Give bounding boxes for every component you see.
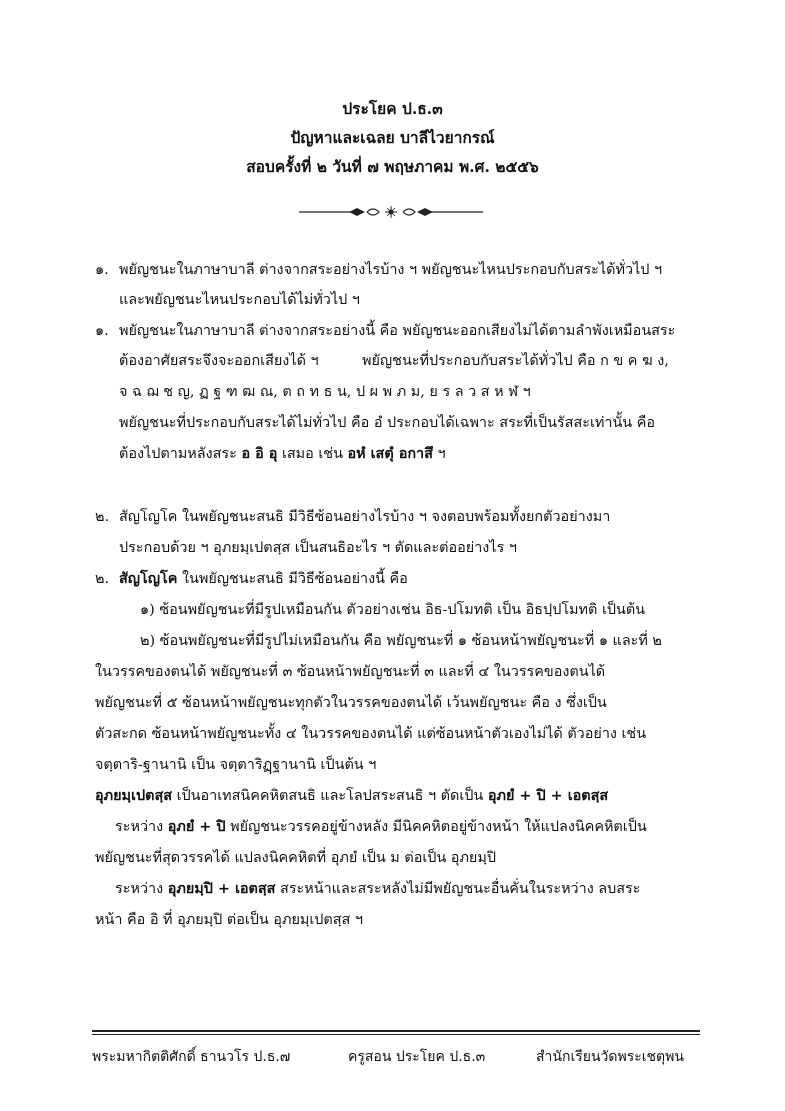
footer-rule-thin — [92, 1034, 700, 1035]
answer-2-term: สัญโญโค — [119, 570, 178, 587]
answer-1-line-5-end: ฯ — [437, 446, 446, 462]
answer-2-compound: อุภยมฺเปตสฺส — [95, 787, 173, 804]
answer-2-number: ๒. — [95, 571, 110, 587]
page-title-subject: ปัญหาและเฉลย บาลีไวยากรณ์ — [290, 128, 495, 147]
answer-2-line-7: จตฺตาริ-ฐานานิ เป็น จตฺตาริฏฺฐานานิ เป็นต้น ฯ — [95, 757, 377, 773]
footer-author: พระมหากิตติศักดิ์ ธานวโร ป.ธ.๗ — [92, 1049, 291, 1065]
answer-2-line-6: ตัวสะกด ซ้อนหน้าพยัญชนะทั้ง ๔ ในวรรคของตนได้ แต่ซ้อนหน้าตัวเองไม่ได้ ตัวอย่าง เช่น — [95, 726, 647, 742]
answer-2-line-9-pair: อุภยํ + ปิ — [167, 818, 226, 835]
answer-2-line-11 — [115, 877, 641, 900]
answer-2-split: อุภยํ + ปิ + เอตสฺส — [487, 787, 609, 804]
answer-1-line-4: พยัญชนะที่ประกอบกับสระได้ไม่ทั่วไป คือ อํ ประกอบได้เฉพาะ สระที่เป็นรัสสะเท่านั้น คือ — [119, 415, 655, 431]
answer-1-line-5-text: ต้องไปตามหลังสระ — [119, 446, 237, 462]
answer-2-line-5: พยัญชนะที่ ๕ ซ้อนหน้าพยัญชนะทุกตัวในวรรคของตนได้ เว้นพยัญชนะ คือ ง ซึ่งเป็น — [95, 695, 607, 711]
footer-role: ครูสอน ประโยค ป.ธ.๓ — [348, 1049, 486, 1065]
answer-2-line-1 — [119, 567, 408, 590]
page-title-class: ประโยค ป.ธ.๓ — [342, 99, 443, 118]
footer-rule — [92, 1030, 700, 1032]
question-2-line-1: สัญโญโค ในพยัญชนะสนธิ มีวิธีซ้อนอย่างไรบ้าง ฯ จงตอบพร้อมทั้งยกตัวอย่างมา — [119, 509, 611, 525]
answer-1-line-2b: พยัญชนะที่ประกอบกับสระได้ทั่วไป คือ ก ข ค ฆ ง, — [362, 353, 669, 369]
answer-2-line-11-label: ระหว่าง — [115, 881, 164, 897]
question-1-number: ๑. — [95, 262, 109, 278]
answer-2-line-1-text: ในพยัญชนะสนธิ มีวิธีซ้อนอย่างนี้ คือ — [181, 571, 408, 587]
answer-2-line-12: หน้า คือ อิ ที่ อุภยมฺปิ ต่อเป็น อุภยมฺเปตสฺส ฯ — [95, 912, 363, 928]
answer-2-line-3: ๒) ซ้อนพยัญชนะที่มีรูปไม่เหมือนกัน คือ พยัญชนะที่ ๑ ซ้อนหน้าพยัญชนะที่ ๑ และที่ ๒ — [140, 633, 662, 649]
question-1-line-2: และพยัญชนะไหนประกอบได้ไม่ทั่วไป ฯ — [119, 292, 360, 308]
question-1-line-1: พยัญชนะในภาษาบาลี ต่างจากสระอย่างไรบ้าง ฯ พยัญชนะไหนประกอบกับสระได้ทั่วไป ฯ — [119, 262, 663, 278]
answer-2-line-9 — [115, 815, 647, 838]
question-2-line-2: ประกอบด้วย ฯ อุภยมฺเปตสฺส เป็นสนธิอะไร ฯ ตัดและต่ออย่างไร ฯ — [119, 540, 517, 556]
answer-1-line-2a: ต้องอาศัยสระจึงจะออกเสียงได้ ฯ — [119, 353, 319, 369]
answer-1-vowels: อ อิ อุ — [241, 445, 278, 462]
answer-2-line-8-text: เป็นอาเทสนิคคหิตสนธิ และโลปสระสนธิ ฯ ตัดเป็น — [176, 788, 484, 804]
answer-1-number: ๑. — [95, 323, 109, 339]
page-title-exam-date: สอบครั้งที่ ๒ วันที่ ๗ พฤษภาคม พ.ศ. ๒๕๕๖ — [246, 157, 539, 176]
answer-2-line-4: ในวรรคของตนได้ พยัญชนะที่ ๓ ซ้อนหน้าพยัญชนะที่ ๓ และที่ ๔ ในวรรคของตนได้ — [95, 664, 606, 680]
answer-2-line-9-text: พยัญชนะวรรคอยู่ข้างหลัง มีนิคคหิตอยู่ข้างหน้า ให้แปลงนิคคหิตเป็น — [230, 819, 647, 835]
answer-2-line-11-pair: อุภยมฺปิ + เอตสฺส — [167, 880, 276, 897]
answer-2-line-11-text: สระหน้าและสระหลังไม่มีพยัญชนะอื่นคั่นในระหว่าง ลบสระ — [280, 881, 641, 897]
answer-1-examples: อหํ เสตุํ อกาสึ — [347, 445, 433, 462]
answer-1-line-1: พยัญชนะในภาษาบาลี ต่างจากสระอย่างนี้ คือ พยัญชนะออกเสียงไม่ได้ตามลำพังเหมือนสระ — [119, 323, 676, 339]
answer-2-line-8 — [95, 784, 608, 807]
answer-1-line-3: จ ฉ ฌ ช ญ, ฏ ฐ ฑ ฒ ณ, ต ถ ท ธ น, ป ผ พ ภ ม, ย ร ล ว ส ห ฬ ฯ — [119, 384, 531, 400]
question-2-number: ๒. — [95, 509, 110, 525]
answer-1-line-5 — [119, 442, 446, 465]
answer-2-line-9-label: ระหว่าง — [115, 819, 164, 835]
answer-2-line-10: พยัญชนะที่สุดวรรคได้ แปลงนิคคหิตที่ อุภยํ เป็น ม ต่อเป็น อุภยมฺปิ — [95, 850, 496, 866]
answer-2-line-2: ๑) ซ้อนพยัญชนะที่มีรูปเหมือนกัน ตัวอย่างเช่น อิธ-ปโมทติ เป็น อิธปฺปโมทติ เป็นต้น — [140, 602, 646, 618]
answer-1-line-5-text-2: เสมอ เช่น — [281, 446, 343, 462]
footer-school: สำนักเรียนวัดพระเชตุพน — [536, 1049, 684, 1065]
ornament-divider-icon — [297, 204, 485, 220]
